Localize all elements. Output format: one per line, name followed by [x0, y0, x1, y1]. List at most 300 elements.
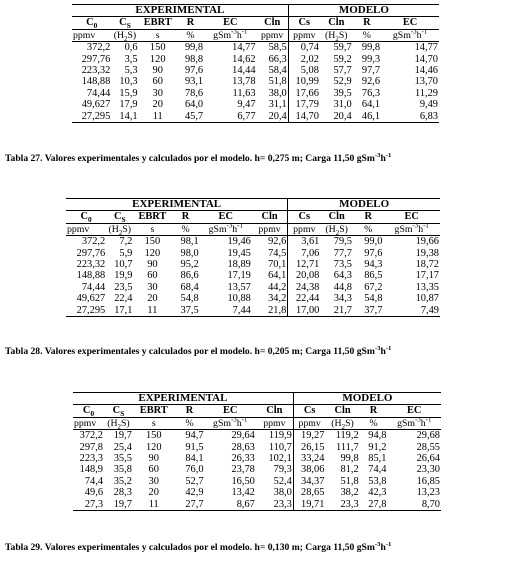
col-header-model-cs: Cs	[288, 17, 320, 29]
table-cell: 17,1	[114, 304, 133, 316]
table-cell: 49,627	[81, 99, 111, 111]
col-header-cln: Cln	[261, 211, 278, 223]
table-cell: 76,3	[361, 87, 381, 99]
table-row	[73, 453, 441, 464]
table-cell: 38,0	[268, 87, 287, 99]
col-header-model-ec: EC	[407, 405, 422, 417]
table-cell: 60	[148, 464, 159, 476]
col-header-model-r: R	[369, 405, 378, 417]
table-cell: 14,77	[414, 42, 438, 54]
table-cell: 79,3	[273, 464, 292, 476]
table-cell: 18,72	[415, 259, 439, 271]
table-cell: 31,1	[268, 99, 287, 111]
table-cell: 5,08	[288, 65, 320, 76]
table-cell: 60	[147, 270, 158, 282]
table-29-body	[73, 430, 441, 511]
table-cell: 10,88	[227, 293, 251, 305]
table-cell: 74,4	[84, 475, 104, 487]
table-cell: 17,66	[288, 88, 320, 99]
table-cell: 58,5	[268, 42, 287, 54]
table-cell: 6,83	[419, 110, 438, 122]
table-cell: 26,64	[416, 453, 440, 465]
table-cell: 52,9	[333, 76, 352, 88]
table-cell: 53,8	[368, 475, 387, 487]
table-cell: 19,7	[113, 498, 132, 510]
table-row	[72, 54, 439, 65]
table-cell: 99,8	[184, 42, 204, 54]
col-header-ebrt: EBRT	[139, 405, 168, 417]
table-cell: 9,47	[237, 99, 256, 111]
table-cell: 28,63	[231, 441, 255, 453]
table-cell: 10,3	[119, 76, 138, 88]
table-row	[72, 88, 439, 99]
col-header-cln: Cln	[266, 405, 283, 417]
table-cell: 7,49	[420, 304, 439, 316]
table-cell: 14,70	[288, 111, 320, 123]
table-cell: 67,2	[364, 281, 383, 293]
table-row	[73, 464, 441, 475]
table-cell: 23,3	[340, 498, 359, 510]
table-cell: 79,5	[333, 236, 352, 248]
table-cell: 30	[147, 281, 158, 293]
table-cell: 90	[152, 65, 163, 77]
table-cell: 110,7	[268, 441, 292, 453]
table-cell: 13,42	[231, 487, 255, 499]
table-cell: 35,5	[113, 453, 132, 465]
table-cell: 99,8	[340, 453, 359, 465]
table-cell: 23,5	[114, 281, 133, 293]
table-row	[72, 99, 439, 110]
table-cell: 0,6	[124, 42, 138, 54]
table-cell: 94,3	[364, 259, 383, 271]
table-cell: 120	[144, 247, 161, 259]
table-cell: 98,1	[180, 236, 199, 248]
col-header-ec: EC	[218, 211, 233, 223]
table-cell: 34,3	[333, 293, 352, 305]
table-cell: 19,7	[113, 430, 132, 442]
table-cell: 120	[149, 53, 166, 65]
table-29	[73, 392, 441, 511]
table-cell: 19,71	[293, 499, 325, 511]
table-cell: 16,50	[231, 475, 255, 487]
table-cell: 372,2	[86, 42, 111, 54]
table-cell: 34,2	[268, 293, 287, 305]
table-row	[72, 111, 439, 123]
unit-model-r: %	[362, 29, 371, 41]
table-cell: 14,46	[414, 65, 438, 77]
table-cell: 57,7	[333, 65, 352, 77]
modelo-group-header: MODELO	[293, 393, 441, 405]
table-cell: 20	[148, 487, 159, 499]
unit-ebrt: s	[155, 29, 160, 41]
table-cell: 13,70	[414, 76, 438, 88]
table-cell: 86,5	[364, 270, 383, 282]
experimental-group-header: EXPERIMENTAL	[135, 4, 225, 16]
table-cell: 120	[145, 441, 162, 453]
col-header-ec: EC	[223, 17, 238, 29]
table-cell: 70,1	[268, 259, 287, 271]
unit-model-cln: $(H_2S)$	[325, 29, 348, 42]
table-cell: 17,00	[288, 305, 321, 317]
table-cell: 11	[152, 110, 163, 122]
col-header-ebrt: EBRT	[143, 17, 172, 29]
table-cell: 49,6	[84, 487, 104, 499]
table-cell: 18,89	[227, 259, 251, 271]
table-cell: 99,3	[361, 53, 381, 65]
table-cell: 66,3	[268, 53, 287, 65]
table-cell: 11,63	[232, 87, 256, 99]
unit-r: %	[186, 29, 195, 41]
table-cell: 20,4	[268, 110, 287, 122]
table-cell: 30	[148, 475, 159, 487]
col-header-model-cs: Cs	[288, 211, 321, 223]
table-cell: 54,8	[364, 293, 383, 305]
table-cell: 19,9	[114, 270, 133, 282]
table-cell: 45,7	[184, 110, 204, 122]
table-cell: 74,44	[86, 87, 111, 99]
col-header-model-ec: EC	[402, 17, 418, 29]
table-28-caption: Tabla 28. Valores experimentales y calculados por el modelo. h= 0,205 m; Carga 11,50 $gSm^{-3}h^{-1}$	[5, 344, 392, 357]
table-cell: 22,44	[288, 293, 321, 304]
unit-c0: ppmv	[73, 29, 96, 41]
table-cell: 97,6	[184, 65, 204, 77]
unit-model-cs: ppmv	[293, 417, 325, 429]
unit-ec: $gSm^{-3}h^{-1}$	[213, 29, 248, 41]
table-cell: 19,46	[227, 236, 251, 248]
table-row	[66, 293, 440, 304]
table-cell: 54,8	[180, 293, 199, 305]
table-cell: 51,8	[340, 475, 359, 487]
table-cell: 20,4	[333, 110, 352, 122]
table-27-caption: Tabla 27. Valores experimentales y calculados por el modelo. h= 0,275 m; Carga 11,50 $gSm^{-3}h^{-1}$	[5, 151, 392, 164]
table-row	[73, 476, 441, 487]
table-cell: 10,87	[415, 293, 439, 305]
table-cell: 148,9	[79, 464, 104, 476]
unit-model-ec: $gSm^{-3}h^{-1}$	[397, 417, 432, 429]
col-header-model-cln: Cln	[334, 405, 351, 417]
col-header-cln: Cln	[264, 17, 281, 29]
table-row	[66, 248, 440, 259]
table-cell: 99,0	[364, 236, 383, 248]
table-cell: 23,30	[416, 464, 440, 476]
unit-cln: ppmv	[260, 29, 284, 41]
table-cell: 30	[152, 87, 163, 99]
table-cell: 372,2	[79, 430, 104, 442]
table-cell: 19,38	[415, 247, 439, 259]
table-cell: 148,88	[76, 270, 106, 282]
table-row	[66, 270, 440, 281]
table-cell: 372,2	[81, 236, 106, 248]
table-row	[66, 282, 440, 293]
table-row	[66, 305, 440, 317]
table-cell: 297,8	[79, 441, 104, 453]
table-cell: 23,3	[273, 498, 292, 510]
unit-model-r: %	[364, 223, 373, 235]
table-cell: 2,02	[288, 54, 320, 65]
table-cell: 9,49	[419, 99, 438, 111]
table-cell: 78,6	[184, 87, 204, 99]
unit-model-r: %	[369, 417, 378, 429]
table-cell: 91,5	[185, 441, 204, 453]
modelo-group-header: MODELO	[288, 5, 439, 17]
table-cell: 64,0	[184, 99, 204, 111]
table-cell: 27,295	[76, 304, 106, 316]
table-cell: 13,23	[416, 487, 440, 499]
table-cell: 34,37	[293, 476, 325, 487]
table-cell: 49,627	[76, 293, 106, 305]
table-cell: 38,06	[293, 464, 325, 475]
table-row	[72, 76, 439, 87]
table-cell: 59,2	[333, 53, 352, 65]
table-cell: 12,71	[288, 259, 321, 270]
table-cell: 38,0	[273, 487, 292, 499]
unit-cs: $(H_2S)$	[113, 29, 137, 42]
table-cell: 92,6	[268, 236, 287, 248]
table-28-body	[66, 236, 440, 317]
table-27	[72, 4, 439, 123]
table-cell: 13,57	[227, 281, 251, 293]
table-cell: 85,1	[368, 453, 387, 465]
table-28	[66, 198, 440, 317]
experimental-group-header: EXPERIMENTAL	[138, 392, 228, 404]
table-cell: 150	[149, 42, 166, 54]
table-cell: 97,6	[364, 247, 383, 259]
table-cell: 111,7	[336, 441, 359, 453]
table-cell: 0,74	[288, 42, 320, 54]
col-header-model-ec: EC	[404, 211, 419, 223]
table-cell: 297,76	[76, 247, 106, 259]
table-cell: 97,7	[361, 65, 381, 77]
unit-cln: ppmv	[263, 417, 286, 429]
table-cell: 21,7	[333, 304, 352, 316]
col-header-model-cln: Cln	[328, 17, 345, 29]
table-cell: 86,6	[180, 270, 199, 282]
table-cell: 14,44	[232, 65, 256, 77]
unit-ec: $gSm^{-3}h^{-1}$	[208, 223, 243, 235]
table-cell: 74,5	[268, 247, 287, 259]
table-cell: 52,4	[273, 475, 292, 487]
table-cell: 8,70	[421, 498, 440, 510]
table-cell: 44,2	[268, 281, 287, 293]
table-cell: 14,62	[232, 53, 256, 65]
col-header-ec: EC	[222, 405, 238, 417]
table-cell: 7,2	[119, 236, 133, 248]
table-cell: 64,3	[333, 270, 352, 282]
table-cell: 17,9	[119, 99, 138, 111]
table-cell: 28,65	[293, 487, 325, 498]
table-cell: 31,0	[333, 99, 352, 111]
table-cell: 35,8	[113, 464, 132, 476]
table-cell: 11	[148, 498, 159, 510]
unit-model-cs: ppmv	[288, 29, 320, 41]
table-cell: 16,85	[416, 475, 440, 487]
table-cell: 77,7	[333, 247, 352, 259]
table-cell: 37,5	[180, 304, 199, 316]
table-cell: 27,8	[368, 498, 387, 510]
table-cell: 23,78	[231, 464, 255, 476]
table-cell: 37,7	[364, 304, 383, 316]
table-cell: 38,2	[340, 487, 359, 499]
unit-model-cln: $(H_2S)$	[331, 417, 354, 430]
table-cell: 92,6	[361, 76, 381, 88]
table-cell: 21,8	[268, 304, 287, 316]
table-row	[66, 236, 440, 248]
table-cell: 52,7	[185, 475, 204, 487]
unit-model-ec: $gSm^{-3}h^{-1}$	[392, 29, 428, 41]
table-cell: 297,76	[81, 53, 111, 65]
table-cell: 93,1	[184, 76, 204, 88]
table-cell: 84,1	[185, 453, 204, 465]
table-cell: 44,8	[333, 281, 352, 293]
table-cell: 6,77	[237, 110, 256, 122]
col-header-c0: $C_0$	[86, 17, 98, 30]
experimental-group-header: EXPERIMENTAL	[132, 198, 222, 210]
table-cell: 17,19	[227, 270, 251, 282]
table-cell: 20	[152, 99, 163, 111]
table-cell: 76,0	[185, 464, 204, 476]
table-cell: 102,1	[268, 453, 292, 465]
table-cell: 42,3	[368, 487, 387, 499]
modelo-group-header: MODELO	[288, 199, 440, 211]
table-cell: 17,79	[288, 99, 320, 110]
table-cell: 42,9	[185, 487, 204, 499]
col-header-model-r: R	[364, 211, 372, 223]
table-cell: 14,77	[232, 42, 256, 54]
table-cell: 19,27	[293, 430, 325, 442]
table-cell: 74,4	[368, 464, 387, 476]
unit-ebrt: s	[151, 417, 156, 429]
table-cell: 28,55	[416, 441, 440, 453]
table-cell: 10,99	[288, 76, 320, 87]
table-cell: 22,4	[114, 293, 133, 305]
col-header-model-cs: Cs	[293, 405, 325, 417]
table-cell: 148,88	[81, 76, 111, 88]
table-cell: 64,1	[361, 99, 381, 111]
table-cell: 33,24	[293, 453, 325, 464]
table-cell: 35,2	[113, 475, 132, 487]
col-header-c0: $C_0$	[80, 211, 92, 224]
unit-r: %	[185, 417, 194, 429]
table-cell: 59,7	[333, 42, 352, 54]
table-cell: 150	[145, 430, 162, 442]
col-header-cs: $C_S$	[114, 211, 126, 224]
table-cell: 223,32	[81, 65, 111, 77]
table-cell: 7,44	[232, 304, 251, 316]
table-cell: 29,64	[231, 430, 255, 442]
table-cell: 15,9	[119, 87, 138, 99]
unit-cs: $(H_2S)$	[108, 223, 132, 236]
table-cell: 27,295	[81, 110, 111, 122]
table-cell: 223,3	[79, 453, 104, 465]
table-cell: 90	[147, 259, 158, 271]
table-row	[72, 65, 439, 76]
table-row	[73, 430, 441, 442]
table-cell: 74,44	[81, 281, 106, 293]
table-cell: 223,32	[76, 259, 106, 271]
table-cell: 119,9	[268, 430, 292, 442]
table-cell: 28,3	[113, 487, 132, 499]
table-cell: 73,5	[333, 259, 352, 271]
unit-ec: $gSm^{-3}h^{-1}$	[213, 417, 248, 429]
col-header-r: R	[186, 17, 195, 29]
table-cell: 98,0	[180, 247, 199, 259]
table-row	[73, 442, 441, 453]
table-cell: 5,3	[124, 65, 138, 77]
table-row	[72, 42, 439, 54]
table-cell: 7,06	[288, 248, 321, 259]
table-cell: 91,2	[368, 441, 387, 453]
table-cell: 98,8	[184, 53, 204, 65]
table-cell: 94,8	[368, 430, 387, 442]
table-cell: 94,7	[185, 430, 204, 442]
table-cell: 3,5	[124, 53, 138, 65]
table-cell: 81,2	[340, 464, 359, 476]
table-cell: 17,17	[415, 270, 439, 282]
table-cell: 13,78	[232, 76, 256, 88]
col-header-model-r: R	[363, 17, 371, 29]
table-cell: 20	[147, 293, 158, 305]
unit-model-cln: $(H_2S)$	[325, 223, 348, 236]
col-header-cs: $C_S$	[112, 405, 125, 418]
table-cell: 8,67	[236, 498, 255, 510]
unit-model-ec: $gSm^{-3}h^{-1}$	[394, 223, 429, 235]
table-cell: 20,08	[288, 270, 321, 281]
table-row	[73, 499, 441, 511]
table-cell: 51,8	[268, 76, 287, 88]
table-cell: 27,3	[84, 498, 104, 510]
table-cell: 13,35	[415, 281, 439, 293]
unit-cs: $(H_2S)$	[107, 417, 130, 430]
table-cell: 19,66	[415, 236, 439, 248]
table-29-caption: Tabla 29. Valores experimentales y calculados por el modelo. h= 0,130 m; Carga 11,50 $gSm^{-3}h^{-1}$	[5, 540, 392, 553]
col-header-model-cln: Cln	[328, 211, 345, 223]
table-cell: 39,5	[333, 87, 352, 99]
table-cell: 24,38	[288, 282, 321, 293]
table-cell: 27,7	[185, 498, 204, 510]
col-header-r: R	[185, 405, 194, 417]
table-cell: 11,29	[415, 87, 438, 99]
table-cell: 60	[152, 76, 163, 88]
unit-model-cs: ppmv	[288, 223, 321, 235]
table-cell: 29,68	[416, 430, 440, 442]
col-header-r: R	[181, 211, 190, 223]
table-cell: 58,4	[268, 65, 287, 77]
table-cell: 10,7	[114, 259, 133, 271]
unit-r: %	[181, 223, 190, 235]
table-cell: 64,1	[268, 270, 287, 282]
table-row	[66, 259, 440, 270]
table-cell: 19,45	[227, 247, 251, 259]
table-cell: 95,2	[180, 259, 199, 271]
col-header-ebrt: EBRT	[138, 211, 167, 223]
unit-cln: ppmv	[258, 223, 281, 235]
table-cell: 150	[144, 236, 161, 248]
table-cell: 26,33	[231, 453, 255, 465]
table-cell: 26,15	[293, 442, 325, 453]
table-cell: 14,70	[414, 53, 438, 65]
table-cell: 3,61	[288, 236, 321, 248]
table-cell: 119,2	[335, 430, 359, 442]
col-header-cs: $C_S$	[119, 17, 131, 30]
table-cell: 14,1	[119, 110, 138, 122]
table-cell: 25,4	[113, 441, 132, 453]
table-cell: 99,8	[361, 42, 381, 54]
table-27-body	[72, 42, 439, 123]
table-cell: 11	[147, 304, 158, 316]
col-header-c0: $C_0$	[82, 405, 95, 418]
table-cell: 90	[148, 453, 159, 465]
table-cell: 5,9	[119, 247, 133, 259]
